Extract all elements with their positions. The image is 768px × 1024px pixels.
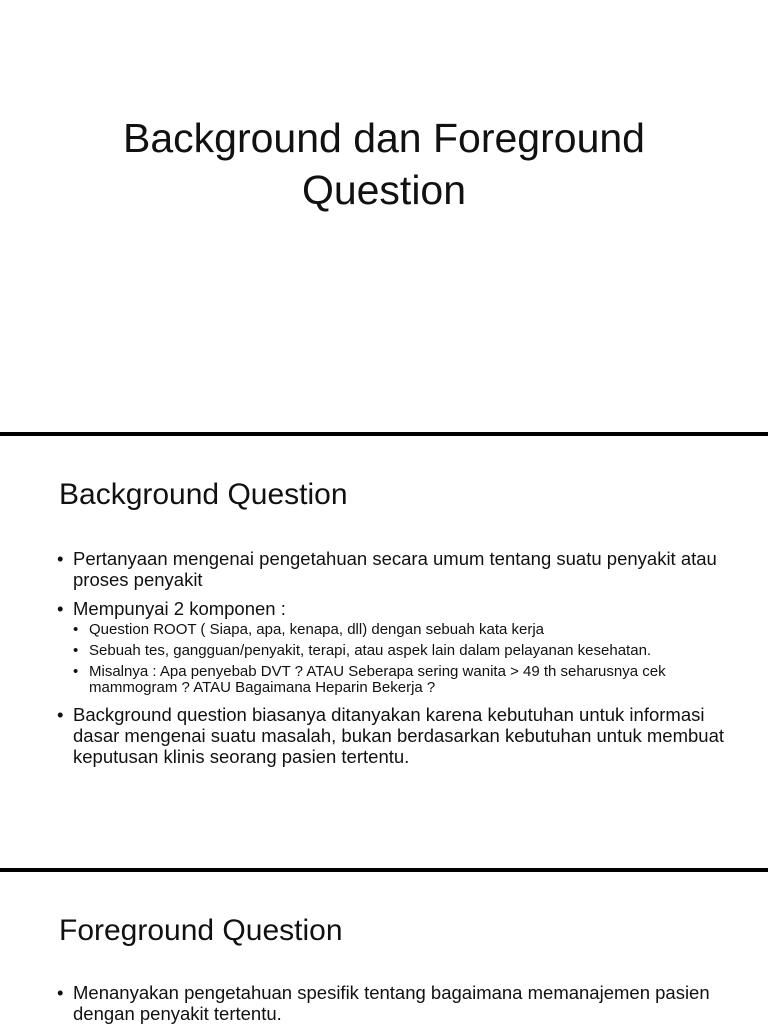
bullet-item xyxy=(57,598,728,696)
sub-bullet-list xyxy=(73,622,728,696)
bullet-text: Background question biasanya ditanyakan karena kebutuhan untuk informasi dasar mengenai suatu masalah, bukan berdasarkan kebutuhan untuk membuat keputusan klinis seorang pasien tertentu. xyxy=(73,704,725,767)
sub-bullet-text: Question ROOT ( Siapa, apa, kenapa, dll) dengan sebuah kata kerja xyxy=(89,621,545,638)
sub-bullet-text: Misalnya : Apa penyebab DVT ? ATAU Seberapa sering wanita > 49 th seharusnya cek mammogram ? ATAU Bagaimana Heparin Bekerja ? xyxy=(89,663,666,696)
bullet-list xyxy=(57,982,728,1024)
bullet-item xyxy=(57,548,728,590)
bullet-icon: • xyxy=(57,598,64,619)
sub-bullet-icon: • xyxy=(73,621,79,638)
bullet-text: Menanyakan pengetahuan spesifik tentang bagaimana memanajemen pasien dengan penyakit tertentu. xyxy=(73,982,710,1024)
foreground-question-slide xyxy=(0,872,768,1024)
slide-title-line-1: Background dan Foreground xyxy=(123,115,645,161)
bullet-item xyxy=(57,704,728,767)
slide-heading: Background Question xyxy=(59,478,348,511)
bullet-item xyxy=(57,982,728,1024)
sub-bullet-item xyxy=(73,622,728,638)
sub-bullet-text: Sebuah tes, gangguan/penyakit, terapi, atau aspek lain dalam pelayanan kesehatan. xyxy=(89,642,652,659)
title-slide xyxy=(0,0,768,432)
background-question-slide xyxy=(0,436,768,868)
bullet-text: Pertanyaan mengenai pengetahuan secara umum tentang suatu penyakit atau proses penyakit xyxy=(73,548,717,590)
bullet-icon: • xyxy=(57,548,64,569)
slide-heading: Foreground Question xyxy=(59,914,343,947)
bullet-list xyxy=(57,548,728,775)
slide-title xyxy=(40,112,728,216)
sub-bullet-item xyxy=(73,664,728,696)
bullet-icon: • xyxy=(57,704,64,725)
sub-bullet-item xyxy=(73,643,728,659)
bullet-text: Mempunyai 2 komponen : xyxy=(73,598,286,619)
bullet-icon: • xyxy=(57,982,64,1003)
slide-title-line-2: Question xyxy=(301,167,467,213)
sub-bullet-icon: • xyxy=(73,663,79,680)
sub-bullet-icon: • xyxy=(73,642,79,659)
